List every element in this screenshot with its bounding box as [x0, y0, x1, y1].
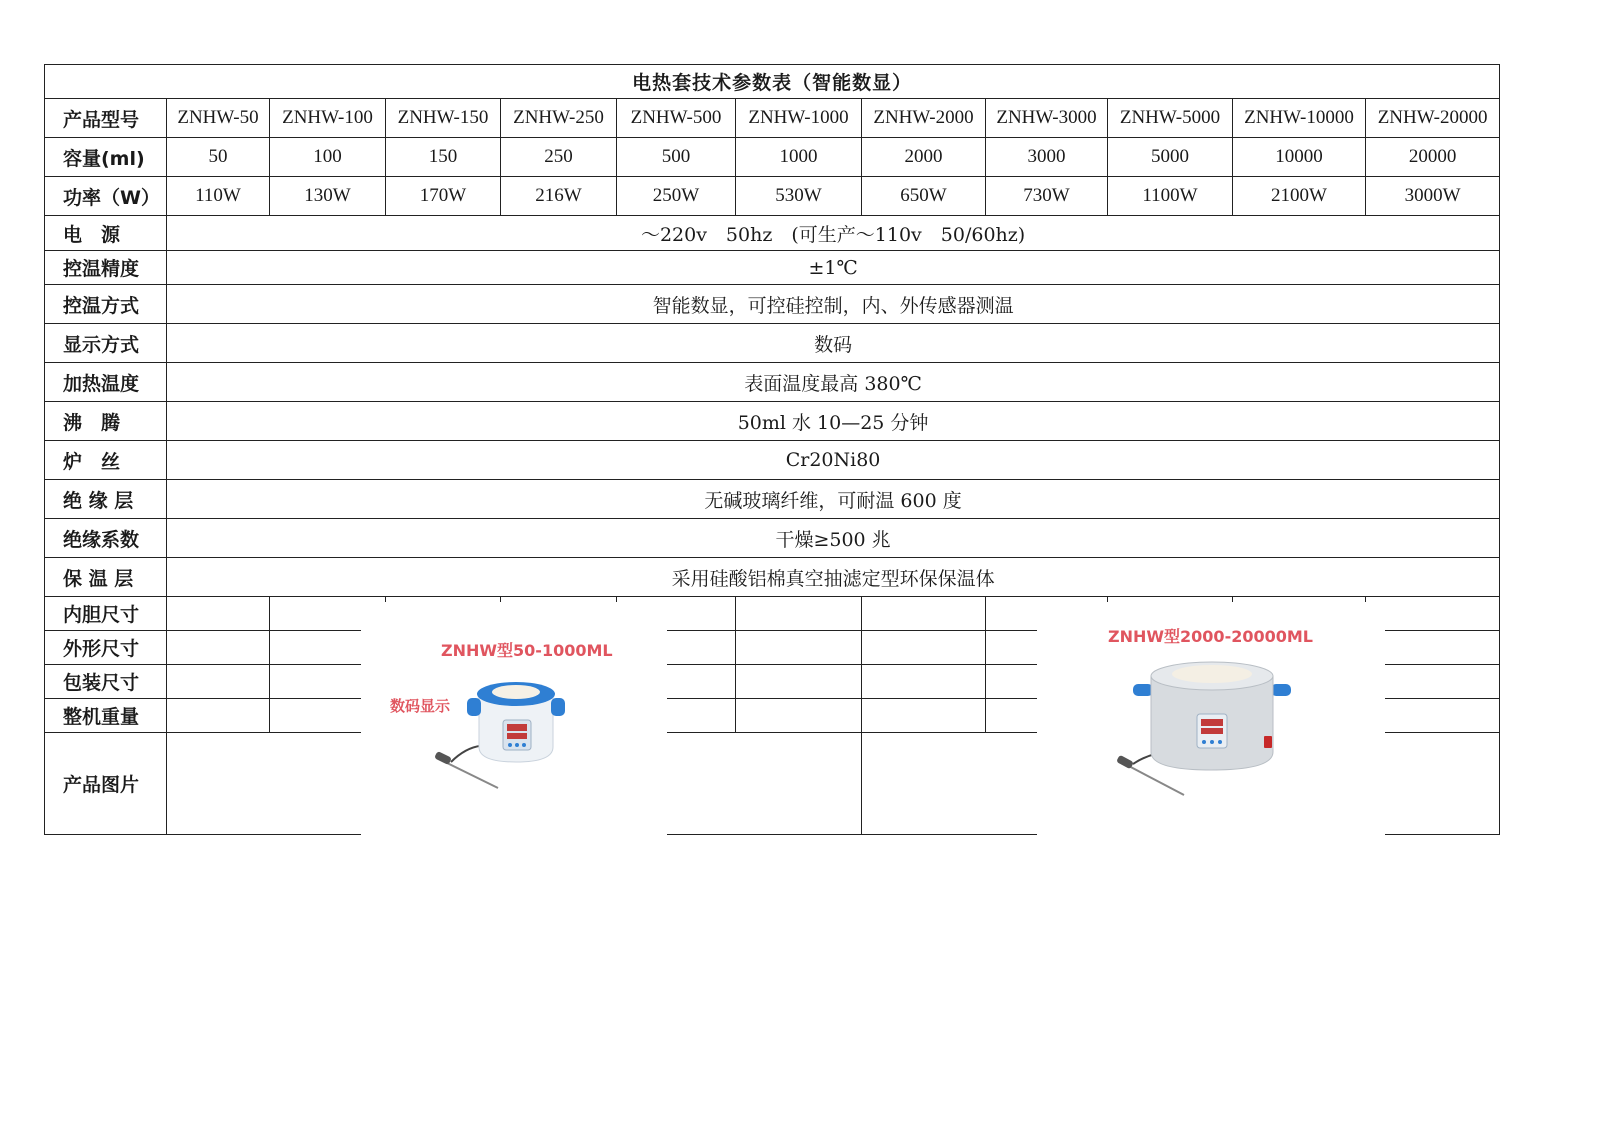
blank-cell	[1366, 699, 1500, 733]
blank-cell	[736, 699, 862, 733]
table-row-capacity	[45, 138, 1500, 177]
power-cell: 3000W	[1366, 177, 1500, 216]
spec-value-keep: 采用硅酸铝棉真空抽滤定型环保保温体	[167, 558, 1500, 597]
model-cell: ZNHW-250	[501, 99, 617, 138]
blank-cell	[167, 597, 270, 631]
row-label-inner: 内胆尺寸	[45, 597, 167, 631]
product-photo-large	[1037, 602, 1385, 835]
capacity-cell: 150	[386, 138, 501, 177]
spec-value-insul-layer: 无碱玻璃纤维，可耐温 600 度	[167, 480, 1500, 519]
table-row-insul-coef	[45, 519, 1500, 558]
photo-caption-large: ZNHW型2000-20000ML	[1108, 627, 1313, 646]
table-row-power	[45, 177, 1500, 216]
row-label-supply: 电 源	[45, 216, 167, 251]
model-cell: ZNHW-500	[617, 99, 736, 138]
photo-tag-digital: 数码显示	[390, 697, 451, 715]
model-cell: ZNHW-100	[270, 99, 386, 138]
model-cell: ZNHW-50	[167, 99, 270, 138]
table-row-boil	[45, 402, 1500, 441]
power-cell: 650W	[862, 177, 986, 216]
row-label-picture: 产品图片	[45, 733, 167, 835]
spec-value-heat: 表面温度最高 380℃	[167, 363, 1500, 402]
spec-value-boil: 50ml 水 10—25 分钟	[167, 402, 1500, 441]
table-row-display	[45, 324, 1500, 363]
table-row-control	[45, 285, 1500, 324]
row-label-power: 功率（W）	[45, 177, 167, 216]
capacity-cell: 20000	[1366, 138, 1500, 177]
capacity-cell: 50	[167, 138, 270, 177]
power-cell: 130W	[270, 177, 386, 216]
row-label-insul-coef: 绝缘系数	[45, 519, 167, 558]
model-cell: ZNHW-3000	[986, 99, 1108, 138]
heating-mantle-small-illustration	[361, 602, 667, 835]
row-label-heat: 加热温度	[45, 363, 167, 402]
spec-value-control: 智能数显，可控硅控制，内、外传感器测温	[167, 285, 1500, 324]
blank-cell	[862, 631, 986, 665]
blank-cell	[167, 631, 270, 665]
blank-cell	[862, 699, 986, 733]
table-row-wire	[45, 441, 1500, 480]
row-label-display: 显示方式	[45, 324, 167, 363]
blank-cell	[1366, 665, 1500, 699]
table-row-precision	[45, 251, 1500, 285]
product-photo-small	[361, 602, 667, 835]
blank-cell	[736, 665, 862, 699]
capacity-cell: 250	[501, 138, 617, 177]
table-row-keep	[45, 558, 1500, 597]
blank-cell	[1366, 597, 1500, 631]
blank-cell	[167, 665, 270, 699]
model-cell: ZNHW-20000	[1366, 99, 1500, 138]
row-label-pack: 包装尺寸	[45, 665, 167, 699]
row-label-control: 控温方式	[45, 285, 167, 324]
blank-cell	[736, 631, 862, 665]
photo-caption-small: ZNHW型50-1000ML	[441, 641, 613, 660]
power-cell: 730W	[986, 177, 1108, 216]
power-cell: 530W	[736, 177, 862, 216]
spec-value-insul-coef: 干燥≥500 兆	[167, 519, 1500, 558]
capacity-cell: 500	[617, 138, 736, 177]
spec-value-display: 数码	[167, 324, 1500, 363]
row-label-keep: 保 温 层	[45, 558, 167, 597]
spec-value-precision: ±1℃	[167, 251, 1500, 285]
spec-value-wire: Cr20Ni80	[167, 441, 1500, 480]
capacity-cell: 100	[270, 138, 386, 177]
row-label-capacity: 容量(ml)	[45, 138, 167, 177]
capacity-cell: 1000	[736, 138, 862, 177]
power-cell: 170W	[386, 177, 501, 216]
power-cell: 216W	[501, 177, 617, 216]
capacity-cell: 2000	[862, 138, 986, 177]
capacity-cell: 3000	[986, 138, 1108, 177]
model-cell: ZNHW-2000	[862, 99, 986, 138]
table-row-supply	[45, 216, 1500, 251]
capacity-cell: 10000	[1233, 138, 1366, 177]
blank-cell	[1366, 631, 1500, 665]
row-label-weight: 整机重量	[45, 699, 167, 733]
blank-cell	[862, 665, 986, 699]
table-row-model	[45, 99, 1500, 138]
row-label-outer: 外形尺寸	[45, 631, 167, 665]
model-cell: ZNHW-1000	[736, 99, 862, 138]
row-label-model: 产品型号	[45, 99, 167, 138]
power-cell: 110W	[167, 177, 270, 216]
table-title: 电热套技术参数表（智能数显）	[45, 65, 1500, 99]
row-label-precision: 控温精度	[45, 251, 167, 285]
blank-cell	[736, 597, 862, 631]
row-label-insul-layer: 绝 缘 层	[45, 480, 167, 519]
table-row-insul-layer	[45, 480, 1500, 519]
capacity-cell: 5000	[1108, 138, 1233, 177]
table-row-heat	[45, 363, 1500, 402]
row-label-boil: 沸 腾	[45, 402, 167, 441]
blank-cell	[862, 597, 986, 631]
power-cell: 2100W	[1233, 177, 1366, 216]
model-cell: ZNHW-150	[386, 99, 501, 138]
blank-cell	[167, 699, 270, 733]
power-cell: 1100W	[1108, 177, 1233, 216]
row-label-wire: 炉 丝	[45, 441, 167, 480]
power-cell: 250W	[617, 177, 736, 216]
spec-value-supply: ～220v 50hz (可生产～110v 50/60hz)	[167, 216, 1500, 251]
model-cell: ZNHW-10000	[1233, 99, 1366, 138]
model-cell: ZNHW-5000	[1108, 99, 1233, 138]
